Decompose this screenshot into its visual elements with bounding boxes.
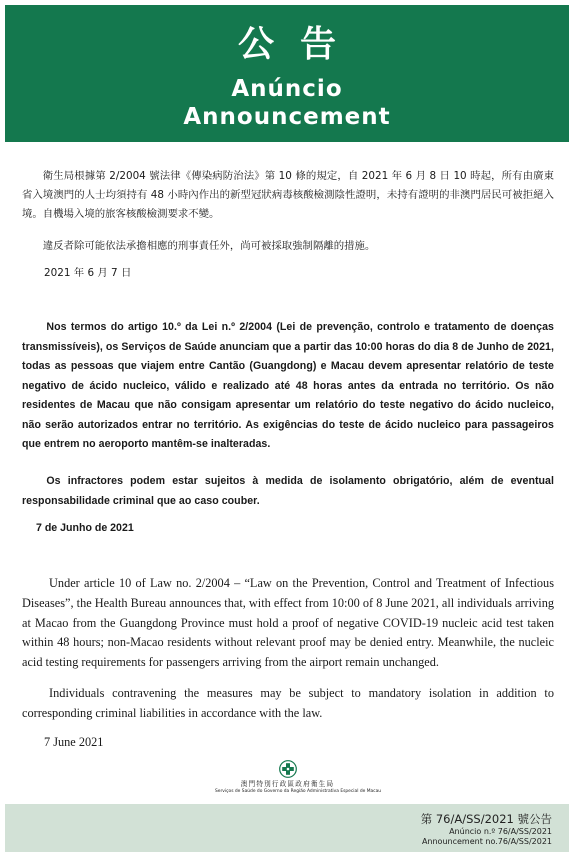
portuguese-date: 7 de Junho de 2021 xyxy=(36,522,134,534)
logo-name-portuguese: Serviços de Saúde do Governo da Região Administrativa Especial de Macau xyxy=(215,789,382,794)
portuguese-paragraph-2: Os infractores podem estar sujeitos à medida de isolamento obrigatório, além de eventual responsabilidade criminal que ao caso couber. xyxy=(22,475,554,507)
announcement-footer xyxy=(5,804,569,852)
chinese-date: 2021 年 6 月 7 日 xyxy=(44,267,132,279)
health-bureau-logo xyxy=(215,760,382,800)
portuguese-paragraph-1: Nos termos do artigo 10.º da Lei n.º 2/2004 (Lei de prevenção, controlo e tratamento de doenças transmissíveis), os Serviços de Saúde anunciam que a partir das 10:00 horas do dia 8 de Junho de 2021, todas as pessoas que viajem entre Cantão (Guangdong) e Macau devem apresentar relatório de teste negativo de ácido nucleico, válido e realizado até 48 horas antes da entrada no território. Os não residentes de Macau que não consigam apresentar um relatório do teste negativo do ácido nucleico, não serão autorizados entrar no território. As exigências do teste de ácido nucleico para passageiros que entrem no aeroporto mantêm-se inalteradas. xyxy=(22,321,554,450)
title-english: Announcement xyxy=(183,104,391,130)
announcement-header xyxy=(5,5,569,142)
health-bureau-emblem-icon xyxy=(279,760,297,778)
english-date: 7 June 2021 xyxy=(44,735,104,749)
footer-ref-english: Announcement no.76/A/SS/2021 xyxy=(421,837,552,846)
title-portuguese: Anúncio xyxy=(231,76,343,102)
footer-ref-chinese: 第 76/A/SS/2021 號公告 xyxy=(420,812,552,826)
chinese-paragraph-1: 衛生局根據第 2/2004 號法律《傳染病防治法》第 10 條的規定，自 2021 年 6 月 8 日 10 時起，所有由廣東省入境澳門的人士均須持有 48 小時內作出的新型冠狀病毒核酸檢測陰性證明，未持有證明的非澳門居民可被拒絕入境。自機場入境的旅客核酸檢測要求不變。 xyxy=(22,170,554,220)
english-paragraph-1: Under article 10 of Law no. 2/2004 – “Law on the Prevention, Control and Treatment of Infectious Diseases”, the Health Bureau announces that, with effect from 10:00 of 8 June 2021, all individuals arriving at Macao from the Guangdong Province must hold a proof of negative COVID-19 nucleic acid test taken within 48 hours; non-Macao residents without relevant proof may be denied entry. Meanwhile, the nucleic acid testing requirements for passengers arriving from the airport remain unchanged. xyxy=(22,576,554,670)
english-paragraph-2: Individuals contravening the measures may be subject to mandatory isolation in addition to corresponding criminal liabilities in accordance with the law. xyxy=(22,686,554,720)
logo-name-chinese: 澳門特別行政區政府衛生局 xyxy=(240,780,335,788)
title-chinese: 公告 xyxy=(237,24,362,65)
footer-ref-portuguese: Anúncio n.º 76/A/SS/2021 xyxy=(449,827,552,836)
chinese-paragraph-2: 違反者除可能依法承擔相應的刑事責任外，尚可被採取強制隔離的措施。 xyxy=(42,240,376,252)
